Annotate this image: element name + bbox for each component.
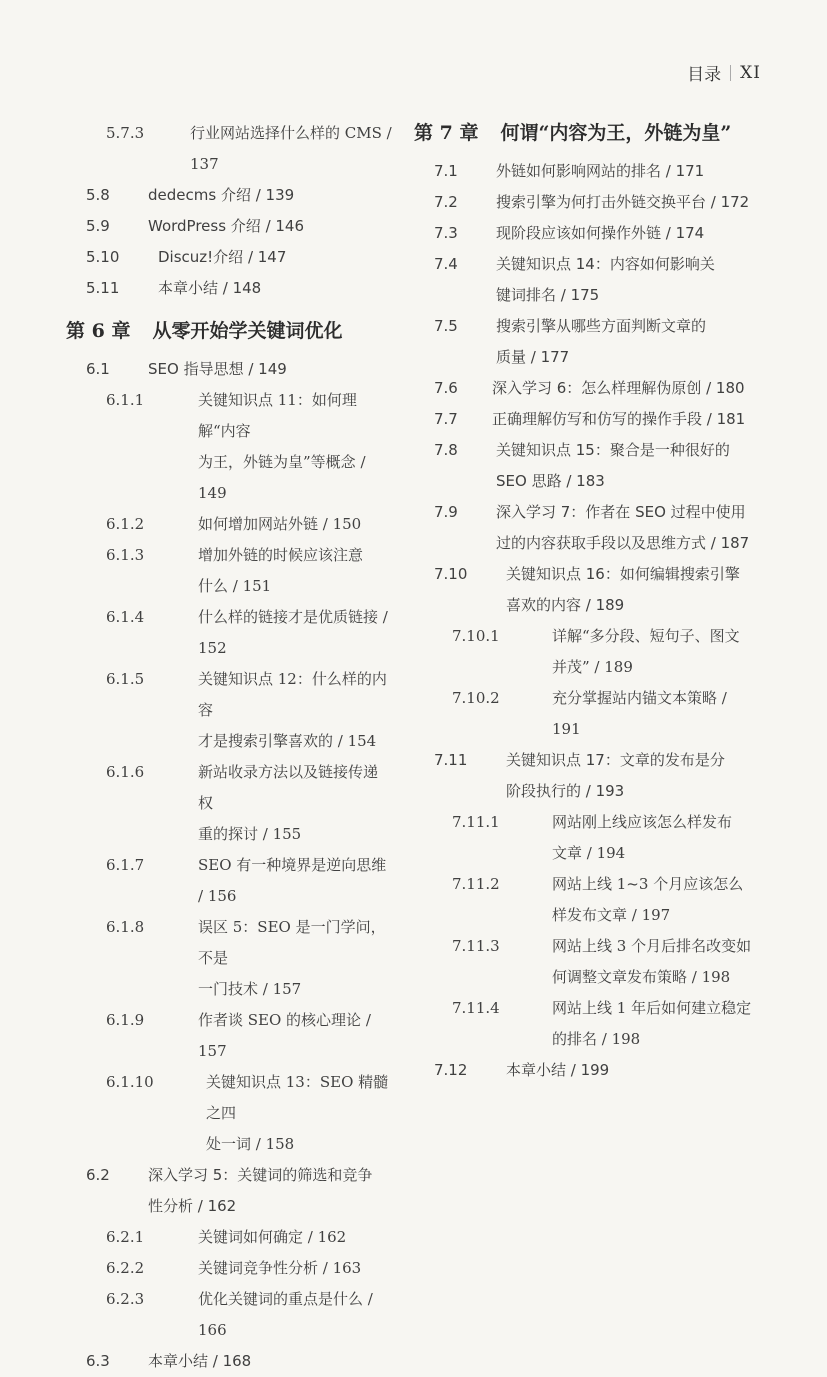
toc-entry <box>410 373 760 404</box>
toc-entry <box>410 497 760 528</box>
toc-entry-continued <box>410 342 760 373</box>
section-title: 优化关键词的重点是什么 / 166 <box>198 1290 373 1339</box>
section-number: 6.3 <box>86 1352 110 1370</box>
section-title: 充分掌握站内锚文本策略 / 191 <box>552 689 727 738</box>
section-number: 6.1.9 <box>106 1011 145 1029</box>
section-title: 本章小结 / 148 <box>158 279 262 297</box>
toc-entry <box>62 1160 392 1191</box>
section-number: 7.11.4 <box>452 999 500 1017</box>
section-title: 处一词 / 158 <box>206 1135 295 1153</box>
section-title: 质量 / 177 <box>496 348 570 366</box>
section-title: 网站上线 1 年后如何建立稳定 <box>552 999 752 1017</box>
section-number: 6.2.1 <box>106 1228 145 1246</box>
section-number: 7.7 <box>434 410 458 428</box>
section-number: 7.3 <box>434 224 458 242</box>
toc-entry-continued <box>410 1024 760 1055</box>
toc-entry <box>62 1253 392 1284</box>
toc-entry <box>410 311 760 342</box>
toc-entry <box>62 1005 392 1067</box>
toc-entry <box>410 807 760 838</box>
header-label: 目录 <box>687 65 722 85</box>
toc-entry-continued <box>410 776 760 807</box>
section-number: 5.11 <box>86 279 120 297</box>
toc-entry <box>62 118 392 180</box>
section-title: 详解“多分段、短句子、图文 <box>552 627 740 645</box>
section-title: 关键词如何确定 / 162 <box>198 1228 347 1246</box>
section-title: 键词排名 / 175 <box>496 286 600 304</box>
toc-entry <box>62 385 392 447</box>
section-number: 7.2 <box>434 193 458 211</box>
section-number: 7.11.2 <box>452 875 500 893</box>
section-title: 什么样的链接才是优质链接 / 152 <box>198 608 388 657</box>
section-title: 本章小结 / 168 <box>148 1352 252 1370</box>
section-number: 7.11.1 <box>452 813 500 831</box>
section-title: 本章小结 / 199 <box>506 1061 610 1079</box>
toc-entry-continued <box>62 447 392 509</box>
section-number: 7.12 <box>434 1061 468 1079</box>
section-number: 6.1 <box>86 360 110 378</box>
chapter-number: 第 7 章 <box>414 122 479 144</box>
toc-entry <box>62 1222 392 1253</box>
section-title: 新站收录方法以及链接传递权 <box>198 763 379 812</box>
toc-entry-continued <box>410 652 760 683</box>
toc-entry <box>62 540 392 571</box>
section-title: 过的内容获取手段以及思维方式 / 187 <box>496 534 750 552</box>
toc-entry <box>410 187 760 218</box>
toc-entry-continued <box>410 838 760 869</box>
section-number: 7.9 <box>434 503 458 521</box>
toc-entry <box>62 1284 392 1346</box>
toc-entry <box>62 757 392 819</box>
section-title: 并茂” / 189 <box>552 658 633 676</box>
section-title: 关键知识点 14：内容如何影响关 <box>496 255 715 273</box>
section-title: SEO 有一种境界是逆向思维 / 156 <box>198 856 387 905</box>
section-number: 6.1.6 <box>106 763 145 781</box>
section-title: 喜欢的内容 / 189 <box>506 596 625 614</box>
section-title: dedecms 介绍 / 139 <box>148 186 295 204</box>
toc-entry <box>410 621 760 652</box>
section-title: 深入学习 5：关键词的筛选和竞争 <box>148 1166 373 1184</box>
section-title: 性分析 / 162 <box>148 1197 237 1215</box>
section-number: 7.6 <box>434 379 458 397</box>
section-title: 关键知识点 16：如何编辑搜索引擎 <box>506 565 740 583</box>
header-divider <box>730 65 731 81</box>
section-number: 7.4 <box>434 255 458 273</box>
section-title: 增加外链的时候应该注意 <box>198 546 364 564</box>
chapter-heading <box>410 118 760 148</box>
section-number: 5.8 <box>86 186 110 204</box>
section-number: 6.1.10 <box>106 1073 154 1091</box>
section-number: 7.1 <box>434 162 458 180</box>
toc-entry <box>62 354 392 385</box>
toc-entry-continued <box>62 974 392 1005</box>
section-title: 外链如何影响网站的排名 / 171 <box>496 162 705 180</box>
toc-entry <box>410 931 760 962</box>
section-title: 才是搜索引擎喜欢的 / 154 <box>198 732 377 750</box>
section-title: 深入学习 7：作者在 SEO 过程中使用 <box>496 503 746 521</box>
toc-column-left <box>62 118 392 1377</box>
section-title: 为王，外链为皇”等概念 / 149 <box>198 453 366 502</box>
section-number: 5.9 <box>86 217 110 235</box>
section-number: 6.1.3 <box>106 546 145 564</box>
section-title: 文章 / 194 <box>552 844 626 862</box>
toc-entry <box>410 683 760 745</box>
toc-entry <box>62 1346 392 1377</box>
section-title: 现阶段应该如何操作外链 / 174 <box>496 224 705 242</box>
toc-entry <box>62 1067 392 1129</box>
toc-entry-continued <box>62 726 392 757</box>
section-title: 样发布文章 / 197 <box>552 906 671 924</box>
section-title: 搜索引擎为何打击外链交换平台 / 172 <box>496 193 750 211</box>
section-title: 误区 5：SEO 是一门学问，不是 <box>198 918 386 967</box>
section-number: 6.1.4 <box>106 608 145 626</box>
toc-entry-continued <box>62 571 392 602</box>
toc-entry-continued <box>410 466 760 497</box>
section-number: 6.1.1 <box>106 391 145 409</box>
section-title: 关键知识点 11：如何理解“内容 <box>198 391 357 440</box>
toc-entry-continued <box>62 1129 392 1160</box>
section-title: 关键知识点 17：文章的发布是分 <box>506 751 725 769</box>
toc-entry-continued <box>62 819 392 850</box>
section-number: 6.2.2 <box>106 1259 145 1277</box>
running-header <box>687 60 761 85</box>
section-title: 网站刚上线应该怎么样发布 <box>552 813 733 831</box>
section-title: 关键词竞争性分析 / 163 <box>198 1259 362 1277</box>
section-number: 6.2 <box>86 1166 110 1184</box>
toc-entry <box>62 180 392 211</box>
section-title: 作者谈 SEO 的核心理论 / 157 <box>198 1011 371 1060</box>
section-title: WordPress 介绍 / 146 <box>148 217 305 235</box>
toc-entry <box>62 273 392 304</box>
toc-entry <box>410 156 760 187</box>
toc-entry <box>410 559 760 590</box>
toc-entry-continued <box>410 280 760 311</box>
toc-entry <box>410 869 760 900</box>
section-number: 7.10.1 <box>452 627 500 645</box>
section-title: 何调整文章发布策略 / 198 <box>552 968 731 986</box>
toc-entry <box>410 218 760 249</box>
toc-entry <box>410 249 760 280</box>
section-title: 深入学习 6：怎么样理解伪原创 / 180 <box>492 379 745 397</box>
toc-entry <box>410 993 760 1024</box>
section-number: 6.1.7 <box>106 856 145 874</box>
section-number: 7.10.2 <box>452 689 500 707</box>
section-number: 6.1.8 <box>106 918 145 936</box>
section-number: 7.5 <box>434 317 458 335</box>
toc-entry <box>410 745 760 776</box>
section-title: 关键知识点 13：SEO 精髓之四 <box>206 1073 389 1122</box>
toc-entry <box>62 242 392 273</box>
section-title: 什么 / 151 <box>198 577 272 595</box>
section-title: Discuz!介绍 / 147 <box>158 248 287 266</box>
section-title: 正确理解仿写和仿写的操作手段 / 181 <box>492 410 746 428</box>
section-title: 关键知识点 15：聚合是一种很好的 <box>496 441 730 459</box>
toc-entry <box>62 850 392 912</box>
section-title: 搜索引擎从哪些方面判断文章的 <box>496 317 707 335</box>
toc-entry <box>62 602 392 664</box>
section-number: 5.7.3 <box>106 124 145 142</box>
section-title: 一门技术 / 157 <box>198 980 302 998</box>
section-number: 7.11.3 <box>452 937 500 955</box>
section-number: 6.1.5 <box>106 670 145 688</box>
toc-entry-continued <box>410 962 760 993</box>
chapter-heading <box>62 316 392 346</box>
toc-entry <box>410 435 760 466</box>
section-number: 6.2.3 <box>106 1290 145 1308</box>
toc-entry <box>62 211 392 242</box>
section-title: 关键知识点 12：什么样的内容 <box>198 670 387 719</box>
section-title: 如何增加网站外链 / 150 <box>198 515 362 533</box>
chapter-number: 第 6 章 <box>66 320 131 342</box>
section-title: 行业网站选择什么样的 CMS / 137 <box>190 124 392 173</box>
toc-entry-continued <box>62 1191 392 1222</box>
toc-entry-continued <box>410 528 760 559</box>
section-title: 网站上线 3 个月后排名改变如 <box>552 937 752 955</box>
toc-entry <box>62 509 392 540</box>
toc-entry-continued <box>410 900 760 931</box>
section-number: 7.8 <box>434 441 458 459</box>
toc-column-right <box>410 118 760 1086</box>
toc-entry <box>62 664 392 726</box>
section-number: 5.10 <box>86 248 120 266</box>
section-number: 6.1.2 <box>106 515 145 533</box>
toc-entry-continued <box>410 590 760 621</box>
section-title: 阶段执行的 / 193 <box>506 782 625 800</box>
toc-entry <box>410 1055 760 1086</box>
section-number: 7.11 <box>434 751 468 769</box>
toc-entry <box>62 912 392 974</box>
chapter-title: 何谓“内容为王，外链为皇” <box>500 122 732 144</box>
section-number: 7.10 <box>434 565 468 583</box>
section-title: 的排名 / 198 <box>552 1030 641 1048</box>
toc-entry <box>410 404 760 435</box>
chapter-title: 从零开始学关键词优化 <box>152 320 343 342</box>
section-title: SEO 指导思想 / 149 <box>148 360 287 378</box>
section-title: SEO 思路 / 183 <box>496 472 605 490</box>
section-title: 网站上线 1~3 个月应该怎么 <box>552 875 744 893</box>
page-number: XI <box>740 62 761 83</box>
section-title: 重的探讨 / 155 <box>198 825 302 843</box>
